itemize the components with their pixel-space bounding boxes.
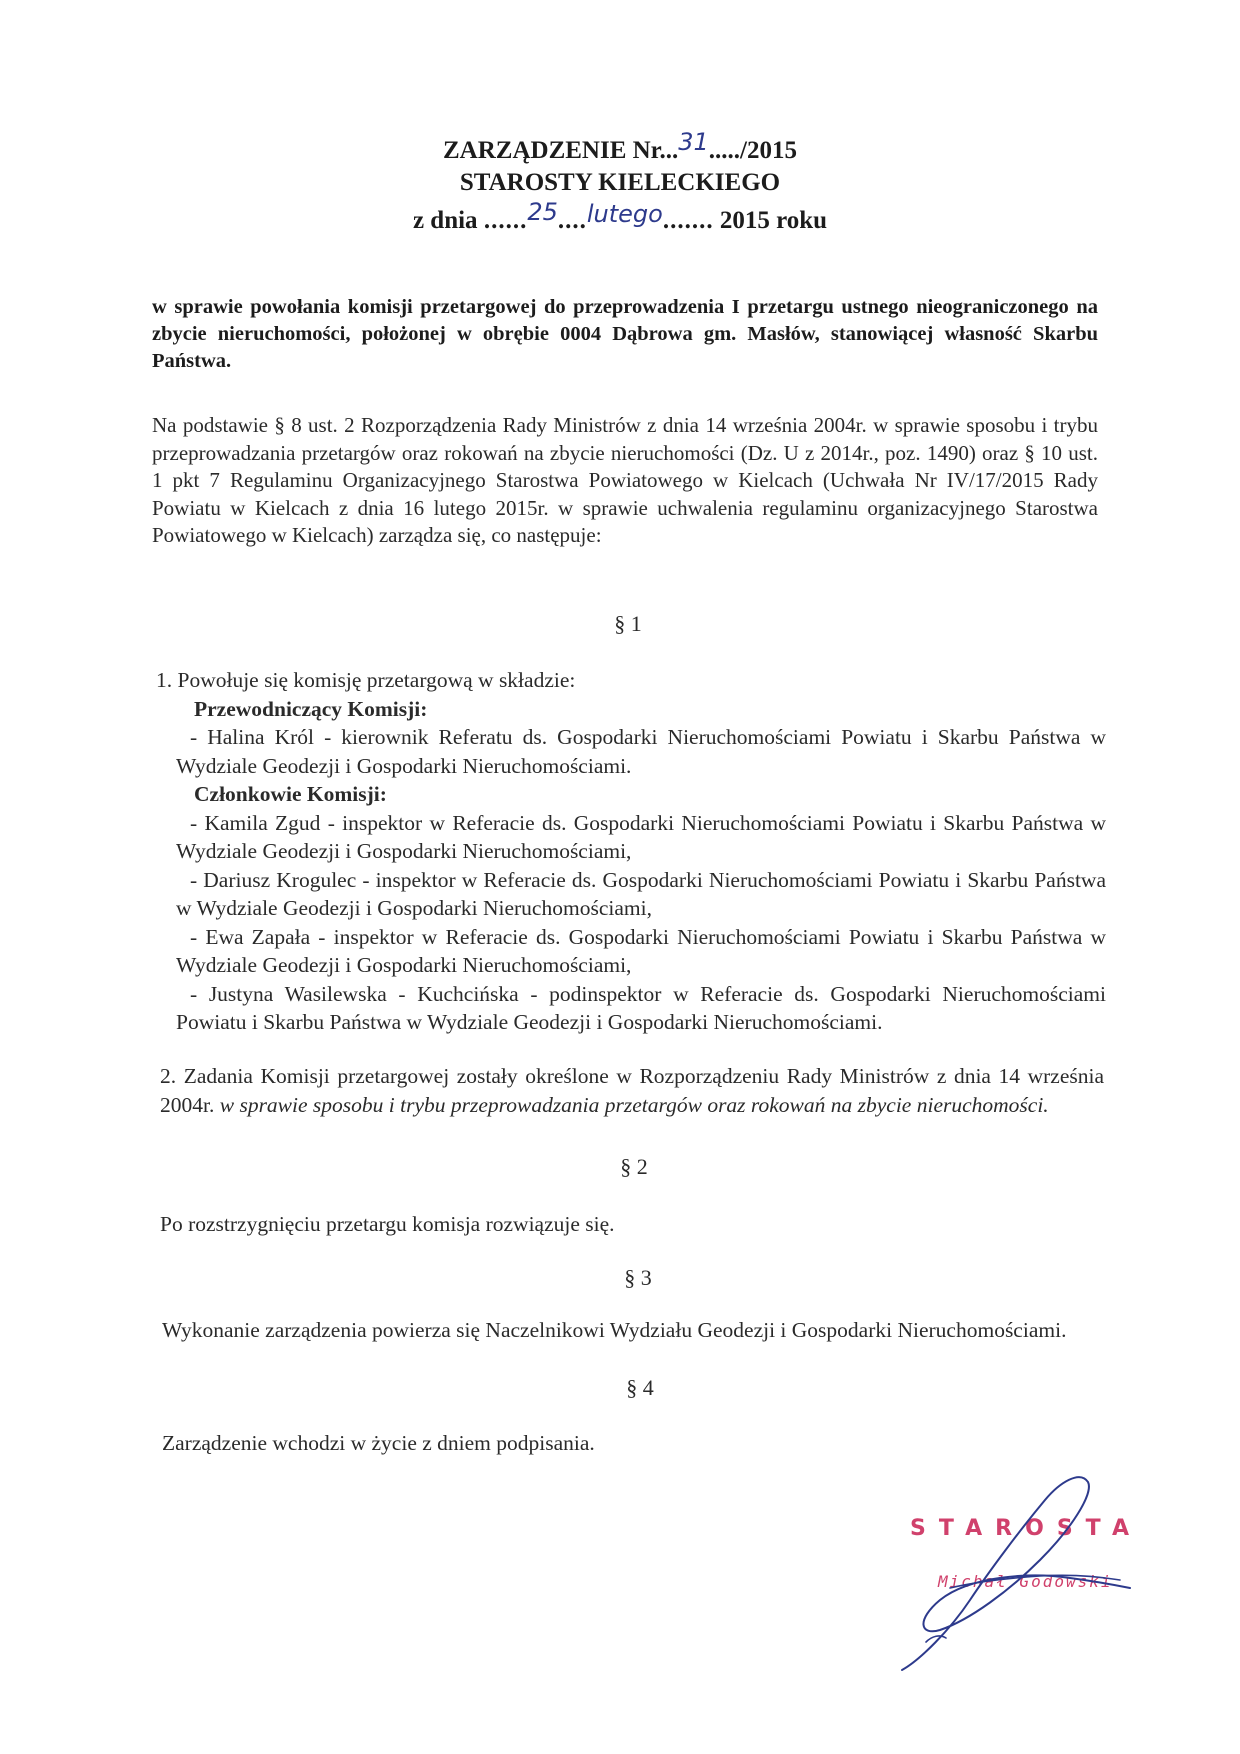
member-entry: - Justyna Wasilewska - Kuchcińska - podinspektor w Referacie ds. Gospodarki Nieruchomościami Powiatu i Skarbu Państwa w Wydziale Geodezji i Gospodarki Nieruchomościami.: [176, 981, 1106, 1034]
handwritten-number: 31: [678, 128, 709, 156]
date-line: [0, 198, 1240, 235]
item-1-intro: 1. Powołuje się komisję przetargową w składzie:: [156, 668, 576, 692]
issuer-line: STAROSTY KIELECKIEGO: [459, 169, 781, 196]
chair-entry: - Halina Król - kierownik Referatu ds. Gospodarki Nieruchomościami Powiatu i Skarbu Państwa w Wydziale Geodezji i Gospodarki Nieruchomościami.: [176, 725, 1106, 778]
ordinance-subject: w sprawie powołania komisji przetargowej do przeprowadzenia I przetargu ustnego nieograniczonego na zbycie nieruchomości, położonej w obrębie 0004 Dąbrowa gm. Masłów, stanowiącej własność Skarbu Państwa.: [152, 296, 1098, 372]
section-mark-2: § 2: [620, 1154, 648, 1179]
section-mark-4: § 4: [626, 1375, 654, 1400]
dots: .....: [708, 137, 741, 164]
item-2: [160, 1062, 1104, 1119]
section-3-text: Wykonanie zarządzenia powierza się Naczelnikowi Wydziału Geodezji i Gospodarki Nieruchomościami.: [162, 1318, 1067, 1342]
dots: ......: [483, 207, 528, 234]
members-heading: Członkowie Komisji:: [194, 782, 387, 806]
dots: ....: [557, 207, 587, 234]
dots: ...: [659, 137, 679, 164]
official-stamp: [880, 1460, 1140, 1680]
member-entry: - Dariusz Krogulec - inspektor w Referacie ds. Gospodarki Nieruchomościami Powiatu i Skarbu Państwa w Wydziale Geodezji i Gospodarki Nieruchomościami,: [176, 867, 1106, 920]
chair-heading: Przewodniczący Komisji:: [194, 696, 428, 721]
stamp-title: STAROSTA: [910, 1516, 1142, 1541]
legal-basis: Na podstawie § 8 ust. 2 Rozporządzenia Rady Ministrów z dnia 14 września 2004r. w sprawie sposobu i trybu przeprowadzania przetargów oraz rokowań na zbycie nieruchomości (Dz. U z 2014r., poz. 1490) oraz § 10 ust. 1 pkt 7 Regulaminu Organizacyjnego Starostwa Powiatowego w Kielcach (Uchwała Nr IV/17/2015 Rady Powiatu w Kielcach z dnia 16 lutego 2015r. w sprawie uchwalenia regulaminu organizacyjnego Starostwa Powiatowego w Kielcach) zarządza się, co następuje:: [152, 413, 1098, 547]
handwritten-month: lutego: [586, 200, 663, 228]
ordinance-number-line: [0, 128, 1240, 165]
member-entry: - Kamila Zgud - inspektor w Referacie ds. Gospodarki Nieruchomościami Powiatu i Skarbu Państwa w Wydziale Geodezji i Gospodarki Nieruchomościami,: [176, 810, 1106, 863]
stamp-name: Michał Godowski: [938, 1572, 1113, 1591]
date-prefix: z dnia: [412, 207, 478, 234]
section-4-text: Zarządzenie wchodzi w życie z dniem podpisania.: [162, 1431, 595, 1455]
item-2-text: 2. Zadania Komisji przetargowej zostały określone w Rozporządzeniu Rady Ministrów z dnia 14 września 2004r.: [160, 1064, 1104, 1117]
section-mark-1: § 1: [614, 611, 642, 636]
commission-composition: [156, 666, 1106, 1037]
section-2-text: Po rozstrzygnięciu przetargu komisja rozwiązuje się.: [160, 1212, 615, 1236]
member-entry: - Ewa Zapała - inspektor w Referacie ds. Gospodarki Nieruchomościami Powiatu i Skarbu Państwa w Wydziale Geodezji i Gospodarki Nieruchomościami,: [176, 924, 1106, 977]
ordinance-label: ZARZĄDZENIE Nr: [443, 137, 660, 164]
handwritten-day: 25: [527, 198, 558, 226]
date-suffix: 2015 roku: [719, 207, 828, 234]
item-2-italic-text: w sprawie sposobu i trybu przeprowadzania przetargów oraz rokowań na zbycie nieruchomości.: [219, 1092, 1049, 1117]
dots: .......: [662, 207, 714, 234]
ordinance-year: /2015: [740, 137, 797, 164]
handwritten-signature: [880, 1460, 1140, 1680]
section-mark-3: § 3: [624, 1265, 652, 1290]
